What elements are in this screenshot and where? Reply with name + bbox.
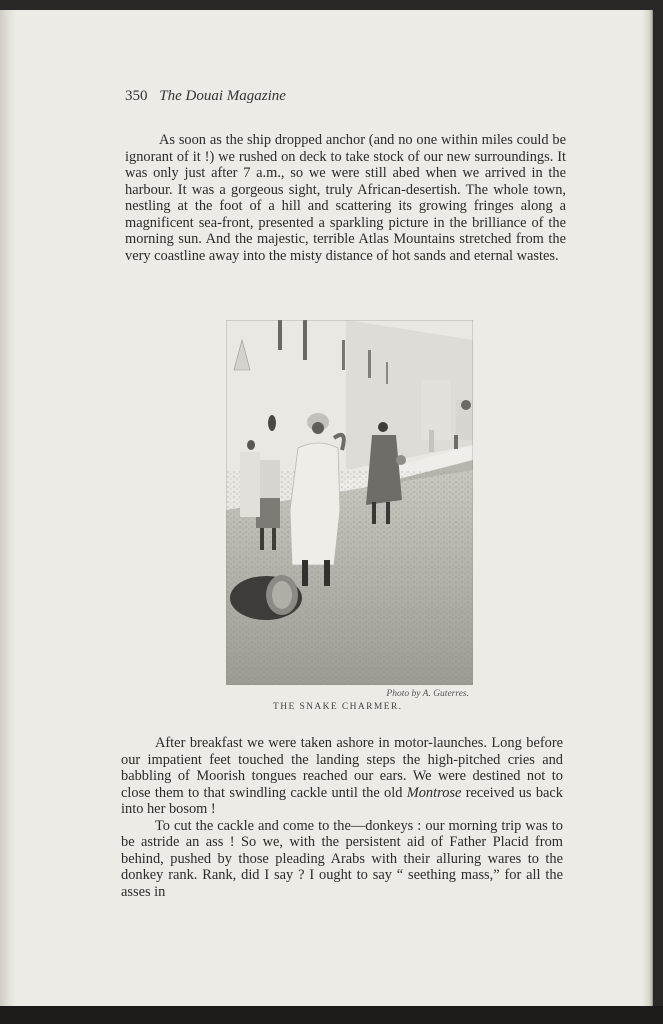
paragraph-text: received us back into her bosom ! [121,784,563,817]
paragraph: To cut the cackle and come to the—donkeys : our morning trip was to be astride an ass ! So we, with the persistent aid of Father Placid from behind, pushed by those pleading Arabs with their alluring wares to the donkey rank. Rank, did I say ? I ought to say “ seething mass,” for all the asses in [121,817,563,900]
scan-background [0,1006,663,1024]
opening-text-block [125,132,566,264]
figure-caption: THE SNAKE CHARMER. [273,702,403,712]
page-spine-shadow [0,10,16,1006]
paragraph-text: After breakfast we were taken ashore in motor-launches. Long before our impatient feet touched the landing steps the high-pitched cries and babbling of Moorish tongues reached our ears. We were destined not to close them to that swindling cackle until the old [121,735,563,801]
photo-credit: Photo by A. Guterres. [386,689,469,699]
paragraph: As soon as the ship dropped anchor (and no one within miles could be ignorant of it !) we rushed on deck to take stock of our new surroundings. It was only just after 7 a.m., so we were still abed when we arrived in the harbour. It was a gorgeous sight, truly African-desertish. The whole town, nestling at the foot of a hill and scattering its growing fringes along a magnificent sea-front, presented a sparkling picture in the brilliance of the morning sun. And the majestic, terrible Atlas Mountains stretched from the very coastline away into the misty distance of hot sands and eternal wastes. [125,132,566,264]
running-header [125,88,286,105]
page-edge-shadow [642,10,652,1006]
ship-name: Montrose [406,784,462,801]
continuing-text-block [121,735,563,900]
snake-charmer-photo [226,320,473,685]
paragraph [121,735,563,818]
page-number: 350 [125,88,148,104]
magazine-title: The Douai Magazine [159,88,286,104]
